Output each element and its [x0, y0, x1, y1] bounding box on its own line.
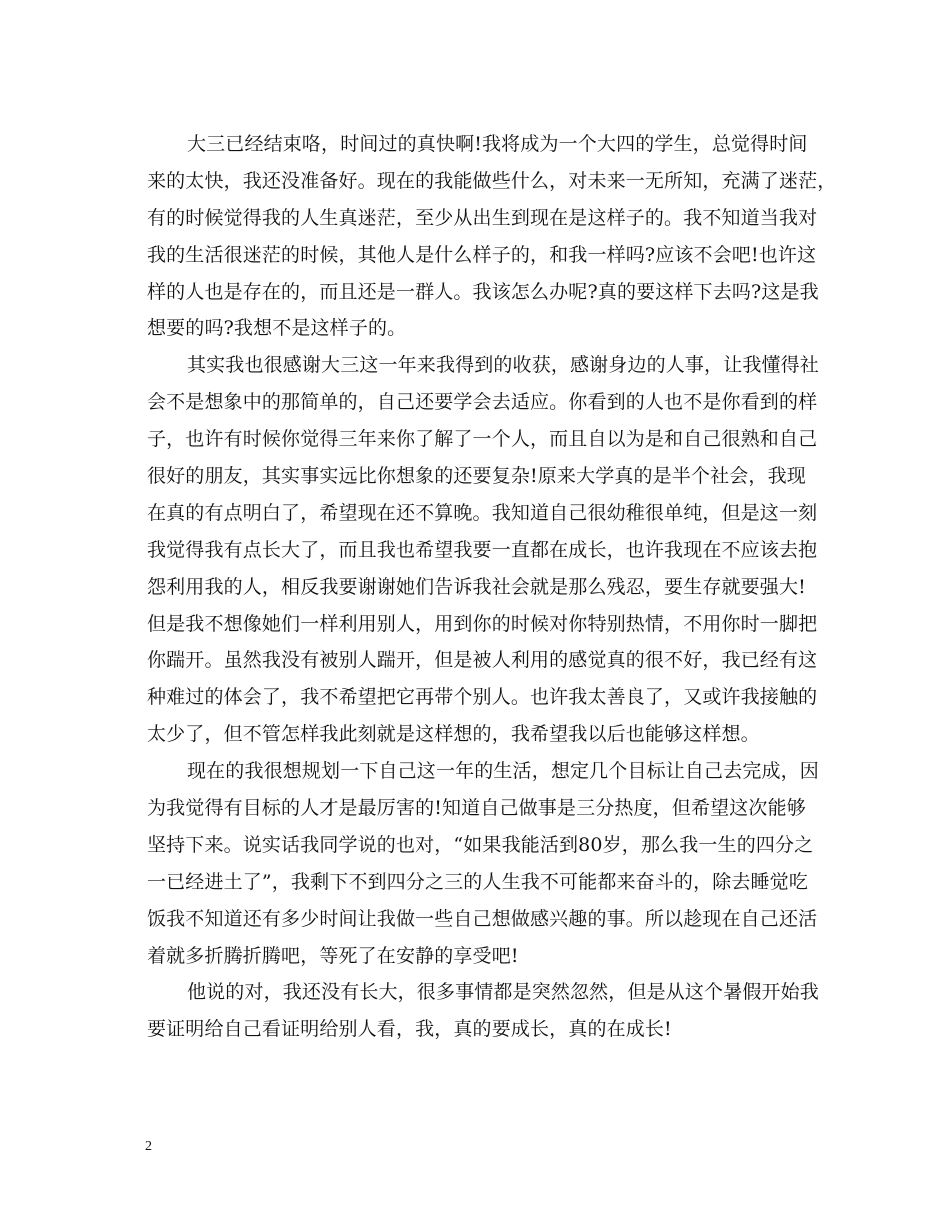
text-line: 我觉得我有点长大了，而且我也希望我要一直都在成长，也许我现在不应该去抱 [147, 538, 818, 561]
text-line: 着就多折腾折腾吧，等死了在安静的享受吧! [147, 944, 519, 967]
text-line: 现在的我很想规划一下自己这一年的生活，想定几个目标让自己去完成，因 [187, 760, 819, 783]
text-line: 他说的对，我还没有长大，很多事情都是突然忽然，但是从这个暑假开始我 [187, 981, 819, 1004]
text-line: 你踹开。虽然我没有被别人踹开，但是被人利用的感觉真的很不好，我已经有这 [147, 649, 818, 672]
text-line: 想要的吗?我想不是这样子的。 [147, 317, 407, 340]
text-line: 来的太快，我还没准备好。现在的我能做些什么，对未来一无所知，充满了迷茫， [147, 169, 837, 192]
text-line: 有的时候觉得我的人生真迷茫，至少从出生到现在是这样子的。我不知道当我对 [147, 206, 818, 229]
text-line: 为我觉得有目标的人才是最厉害的!知道自己做事是三分热度，但希望这次能够 [147, 797, 806, 820]
text-line: 其实我也很感谢大三这一年来我得到的收获，感谢身边的人事，让我懂得社 [187, 354, 819, 377]
text-line: 大三已经结束咯，时间过的真快啊!我将成为一个大四的学生，总觉得时间 [187, 133, 808, 155]
text-line: 饭我不知道还有多少时间让我做一些自己想做感兴趣的事。所以趁现在自己还活 [147, 907, 818, 930]
text-line: 太少了，但不管怎样我此刻就是这样想的，我希望我以后也能够这样想。 [147, 723, 760, 746]
text-line: 怨利用我的人，相反我要谢谢她们告诉我社会就是那么残忍，要生存就要强大! [147, 575, 806, 598]
text-line: 子，也许有时候你觉得三年来你了解了一个人，而且自以为是和自己很熟和自己 [147, 428, 818, 451]
body-text [147, 126, 837, 1048]
text-line: 种难过的体会了，我不希望把它再带个别人。也许我太善良了，又或许我接触的 [147, 686, 818, 709]
text-line: 要证明给自己看证明给别人看，我，真的要成长，真的在成长! [147, 1018, 672, 1041]
text-line: 一已经进土了”，我剩下不到四分之三的人生我不可能都来奋斗的，除去睡觉吃 [147, 870, 808, 893]
text-line: 我的生活很迷茫的时候，其他人是什么样子的，和我一样吗?应该不会吧!也许这 [147, 243, 817, 266]
page-number: 2 [145, 1139, 152, 1154]
text-line: 但是我不想像她们一样利用别人，用到你的时候对你特别热情，不用你时一脚把 [147, 612, 818, 635]
text-line: 样的人也是存在的，而且还是一群人。我该怎么办呢?真的要这样下去吗?这是我 [147, 280, 819, 303]
text-line: 很好的朋友，其实事实远比你想象的还要复杂!原来大学真的是半个社会，我现 [147, 465, 806, 488]
text-line: 坚持下来。说实话我同学说的也对，“如果我能活到80岁，那么我一生的四分之 [147, 833, 814, 856]
text-line: 会不是想象中的那简单的，自己还要学会去适应。你看到的人也不是你看到的样 [147, 391, 818, 414]
text-line: 在真的有点明白了，希望现在还不算晚。我知道自己很幼稚很单纯，但是这一刻 [147, 501, 818, 524]
